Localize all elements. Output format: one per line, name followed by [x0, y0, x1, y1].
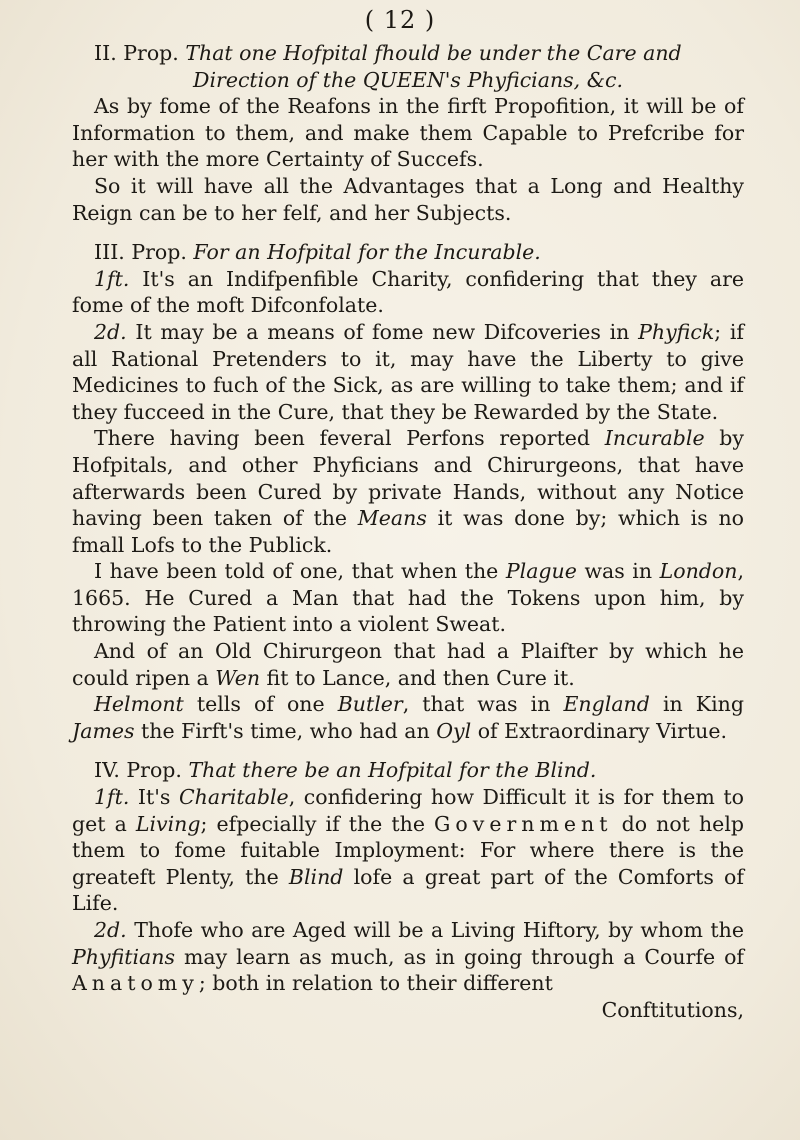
paragraph: And of an Old Chirurgeon that had a Plaifter by which he could ripen a Wen fit to Lance, and then Cure it.	[72, 639, 744, 690]
catchword: Conftitutions,	[601, 997, 744, 1022]
heading-title: For an Hofpital for the Incurable.	[193, 240, 541, 265]
small-caps-word: Anatomy	[72, 971, 199, 996]
section-iv-heading	[72, 757, 744, 784]
paragraph: I have been told of one, that when the Plague was in London, 1665. He Cured a Man that had the Tokens upon him, by throwing the Patient into a violent Sweat.	[72, 559, 744, 637]
paragraph: 2d. It may be a means of fome new Difcoveries in Phyfick; if all Rational Pretenders to it, may have the Liberty to give Medicines to fuch of the Sick, as are willing to take them; and if they fucceed in the Cure, that they be Rewarded by the State.	[72, 319, 744, 424]
paragraph: There having been feveral Perfons reported Incurable by Hofpitals, and other Phyficians and Chirurgeons, that have afterwards been Cured by private Hands, without any Notice having been taken of the Means it was done by; which is no fmall Lofs to the Publick.	[72, 426, 744, 557]
heading-title: That there be an Hofpital for the Blind.	[188, 758, 597, 783]
heading-prefix: IV. Prop.	[94, 758, 189, 783]
page-text	[72, 40, 744, 1023]
paragraph: So it will have all the Advantages that a Long and Healthy Reign can be to her felf, and her Subjects.	[72, 173, 744, 225]
small-caps-word: Government	[434, 811, 613, 836]
paragraph: Helmont tells of one Butler, that was in England in King James the Firft's time, who had an Oyl of Extraordinary Virtue.	[72, 692, 744, 743]
section-iii-heading	[72, 239, 744, 266]
paragraph: 1ft. It's Charitable, confidering how Difficult it is for them to get a Living; efpecially if the the Government do not help them to fome fuitable Imployment: For where there is the greateft Plenty, the Blind lofe a great part of the Comforts of Life.	[72, 785, 744, 916]
paragraph: 1ft. It's an Indifpenfible Charity, confidering that they are fome of the moft Difconfolate.	[72, 266, 744, 318]
paragraph-number: 2d.	[94, 319, 127, 344]
heading-prefix: III. Prop.	[94, 240, 194, 265]
heading-continuation: Direction of the QUEEN's Phyficians, &c.	[193, 67, 623, 92]
paragraph-number: 1ft.	[94, 266, 130, 291]
paragraph: As by fome of the Reafons in the firft Propofition, it will be of Information to them, and make them Capable to Prefcribe for her with the more Certainty of Succefs.	[72, 94, 744, 172]
page-number: ( 12 )	[364, 6, 436, 34]
paragraph-number: 2d.	[94, 918, 127, 942]
heading-prefix: II. Prop.	[94, 41, 186, 65]
paragraph: 2d. Thofe who are Aged will be a Living Hiftory, by whom the Phyfitians may learn as much, as in going through a Courfe of Anatomy; both in relation to their different Conftitutions,	[72, 918, 744, 1022]
section-ii-heading	[72, 40, 744, 93]
paragraph-number: 1ft.	[94, 785, 130, 810]
heading-title: That one Hofpital fhould be under the Care and	[185, 41, 682, 65]
